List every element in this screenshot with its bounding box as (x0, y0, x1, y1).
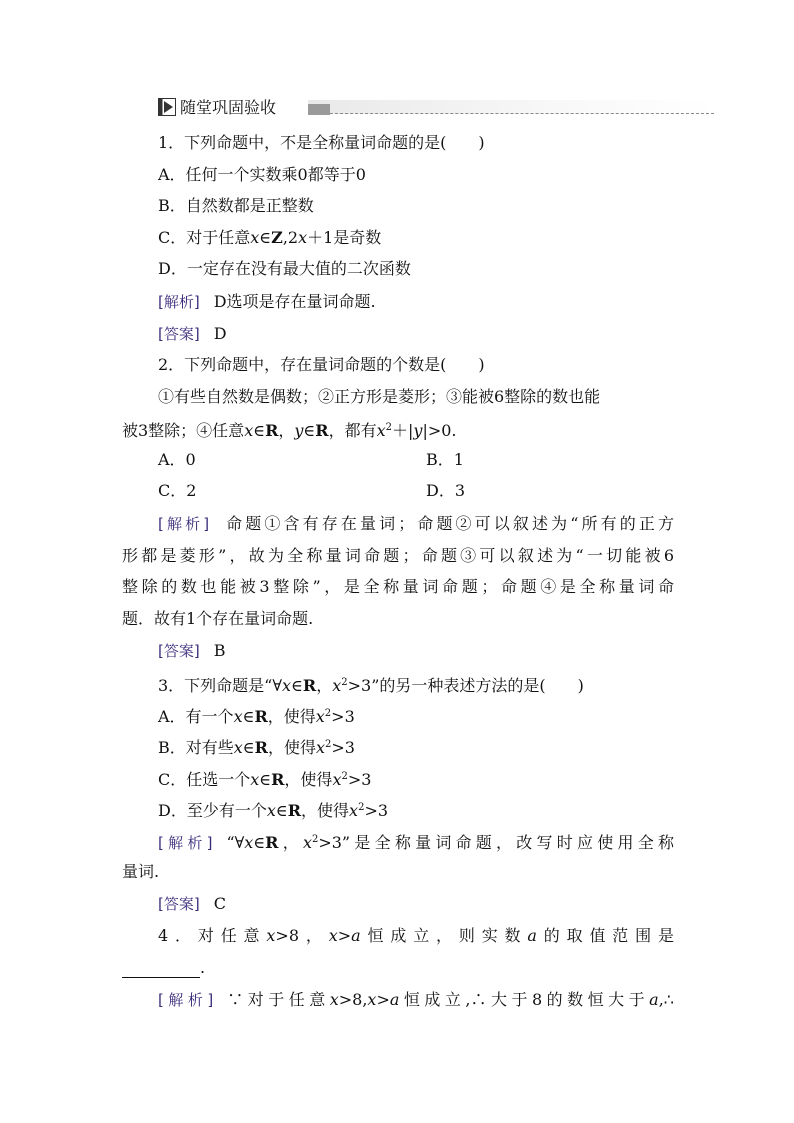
var-y: y (413, 421, 423, 440)
q1-option-b: B．自然数都是正整数 (158, 196, 314, 215)
text: > (376, 990, 390, 1009)
set-r: R (254, 707, 268, 726)
var-x: x (233, 707, 243, 726)
var-x: x (298, 228, 308, 247)
var-x: x (233, 738, 243, 757)
exponent: 2 (324, 708, 332, 719)
q2-option-a: A．0 (158, 450, 196, 469)
q1-option-a: A．任何一个实数乘0都等于0 (158, 165, 366, 184)
answer-text: C (213, 894, 226, 913)
text: ∈ (303, 421, 316, 440)
set-r: R (265, 421, 279, 440)
text: C．对于任意 (158, 228, 251, 247)
q2-analysis-1 (158, 514, 674, 534)
text: C．任选一个 (158, 770, 251, 789)
exponent: 2 (324, 739, 332, 750)
q1-option-c (158, 228, 381, 248)
analysis-text: D选项是存在量词命题. (213, 292, 376, 311)
text: 4．对任意 (158, 926, 267, 945)
exponent: 2 (358, 802, 365, 813)
q2-option-b: B．1 (426, 450, 464, 469)
text: “∀ (226, 833, 245, 852)
answer-tag: [答案] (158, 642, 200, 660)
q2-analysis-4: 题．故有1个存在量词命题. (122, 609, 314, 628)
q2-stem: 2．下列命题中，存在量词命题的个数是( ) (158, 355, 485, 374)
set-r: R (287, 801, 302, 820)
answer-text: D (213, 324, 227, 343)
var-x: x (332, 676, 342, 695)
exponent: 2 (385, 422, 392, 433)
var-x: x (266, 801, 276, 820)
header-bar (308, 104, 330, 115)
var-x: x (367, 990, 377, 1009)
q4-blank-line (122, 958, 205, 978)
section-header (158, 98, 718, 120)
var-x: x (315, 738, 325, 757)
var-x: x (266, 926, 276, 945)
q3-option-b (158, 735, 355, 758)
q3-option-c (158, 767, 371, 790)
text: ∵对于任意 (227, 990, 330, 1009)
analysis-tag: [解析] (158, 293, 200, 311)
var-x: x (349, 801, 359, 820)
text: ，使得 (301, 801, 350, 820)
text: ＋1是奇数 (307, 228, 382, 247)
exponent: 2 (311, 834, 319, 845)
q3-analysis-2: 量词. (122, 862, 160, 881)
var-x: x (244, 421, 254, 440)
text: ， (278, 833, 303, 852)
text: ， (278, 421, 295, 440)
var-a: a (527, 926, 537, 945)
exponent: 2 (341, 677, 348, 688)
text: ,∴ (658, 990, 674, 1009)
set-r: R (271, 770, 285, 789)
set-z: Z (271, 228, 283, 247)
q2-answer (158, 641, 225, 661)
q1-option-d: D．一定存在没有最大值的二次函数 (158, 259, 411, 278)
text: 3．下列命题是“∀ (158, 676, 283, 695)
q3-analysis-1 (158, 830, 674, 853)
q2-analysis-3: 整除的数也能被3整除”，是全称量词命题；命题④是全称量词命 (122, 577, 674, 596)
var-x: x (282, 676, 292, 695)
text: ∈ (259, 228, 272, 247)
text: ∈ (275, 801, 288, 820)
q2-line-2 (122, 418, 457, 441)
var-a: a (351, 926, 361, 945)
text: ，使得 (267, 707, 316, 726)
text: ∈ (253, 421, 266, 440)
answer-blank[interactable] (122, 961, 200, 978)
text: B．对有些 (158, 738, 234, 757)
text: |>0. (422, 421, 457, 440)
var-x: x (328, 926, 338, 945)
answer-tag: [答案] (158, 895, 200, 913)
var-x: x (329, 990, 339, 1009)
text: ∈ (242, 707, 255, 726)
q4-stem (158, 926, 674, 946)
text: ，使得 (267, 738, 316, 757)
var-x: x (315, 707, 325, 726)
set-r: R (265, 833, 279, 852)
analysis-tag: [解析] (158, 515, 210, 533)
text: ∈ (291, 676, 303, 695)
text: ∈ (253, 833, 266, 852)
q1-analysis (158, 292, 376, 312)
text: A．有一个 (158, 707, 234, 726)
var-a: a (389, 990, 400, 1009)
var-x: x (250, 770, 260, 789)
text: ∈ (259, 770, 272, 789)
text: >3 (347, 770, 372, 789)
q4-analysis-1 (158, 990, 674, 1010)
text: >3”的另一种表述方法的是( ) (347, 676, 584, 695)
text: 恒成立,∴大于8的数恒大于 (399, 990, 650, 1009)
text: >3 (364, 801, 389, 820)
q2-line-1: ①有些自然数是偶数；②正方形是菱形；③能被6整除的数也能 (158, 387, 601, 406)
text: . (200, 958, 206, 977)
exponent: 2 (341, 771, 348, 782)
var-x: x (332, 770, 342, 789)
var-y: y (294, 421, 304, 440)
text: 被3整除；④任意 (122, 421, 245, 440)
q3-answer (158, 894, 226, 914)
text: > (337, 926, 352, 945)
var-x: x (250, 228, 260, 247)
var-a: a (649, 990, 659, 1009)
text: >3 (331, 707, 355, 726)
q1-stem: 1．下列命题中，不是全称量词命题的是( ) (158, 133, 485, 152)
text: ，使得 (284, 770, 333, 789)
header-rule (330, 113, 714, 114)
text: ， (316, 676, 333, 695)
text: 恒成立，则实数 (360, 926, 528, 945)
answer-text: B (213, 641, 226, 660)
answer-tag: [答案] (158, 325, 200, 343)
q3-stem (158, 673, 584, 696)
q2-analysis-2: 形都是菱形”，故为全称量词命题；命题③可以叙述为“一切能被6 (122, 546, 674, 565)
set-r: R (302, 676, 317, 695)
text: >3 (331, 738, 355, 757)
var-x: x (244, 833, 254, 852)
q3-option-d (158, 798, 388, 821)
q2-option-d: D．3 (426, 481, 466, 500)
analysis-tag: [解析] (158, 834, 213, 852)
set-r: R (254, 738, 268, 757)
text: 的取值范围是 (536, 926, 674, 945)
analysis-tag: [解析] (158, 991, 214, 1009)
play-arrow-icon (158, 98, 176, 116)
q1-answer (158, 324, 227, 344)
q3-option-a (158, 704, 355, 727)
text: ,2 (282, 228, 299, 247)
text: D．至少有一个 (158, 801, 267, 820)
text: >3”是全称量词命题，改写时应使用全称 (318, 833, 674, 852)
text: ，都有 (328, 421, 377, 440)
text: >8, (338, 990, 368, 1009)
q2-option-c: C．2 (158, 481, 197, 500)
section-title: 随堂巩固验收 (180, 98, 277, 117)
var-x: x (302, 833, 312, 852)
analysis-text: 命题①含有存在量词；命题②可以叙述为“所有的正方 (223, 514, 674, 533)
var-x: x (376, 421, 386, 440)
header-shade (308, 100, 718, 114)
text: ∈ (242, 738, 255, 757)
text: >8， (275, 926, 329, 945)
text: ＋| (391, 421, 414, 440)
set-r: R (315, 421, 329, 440)
